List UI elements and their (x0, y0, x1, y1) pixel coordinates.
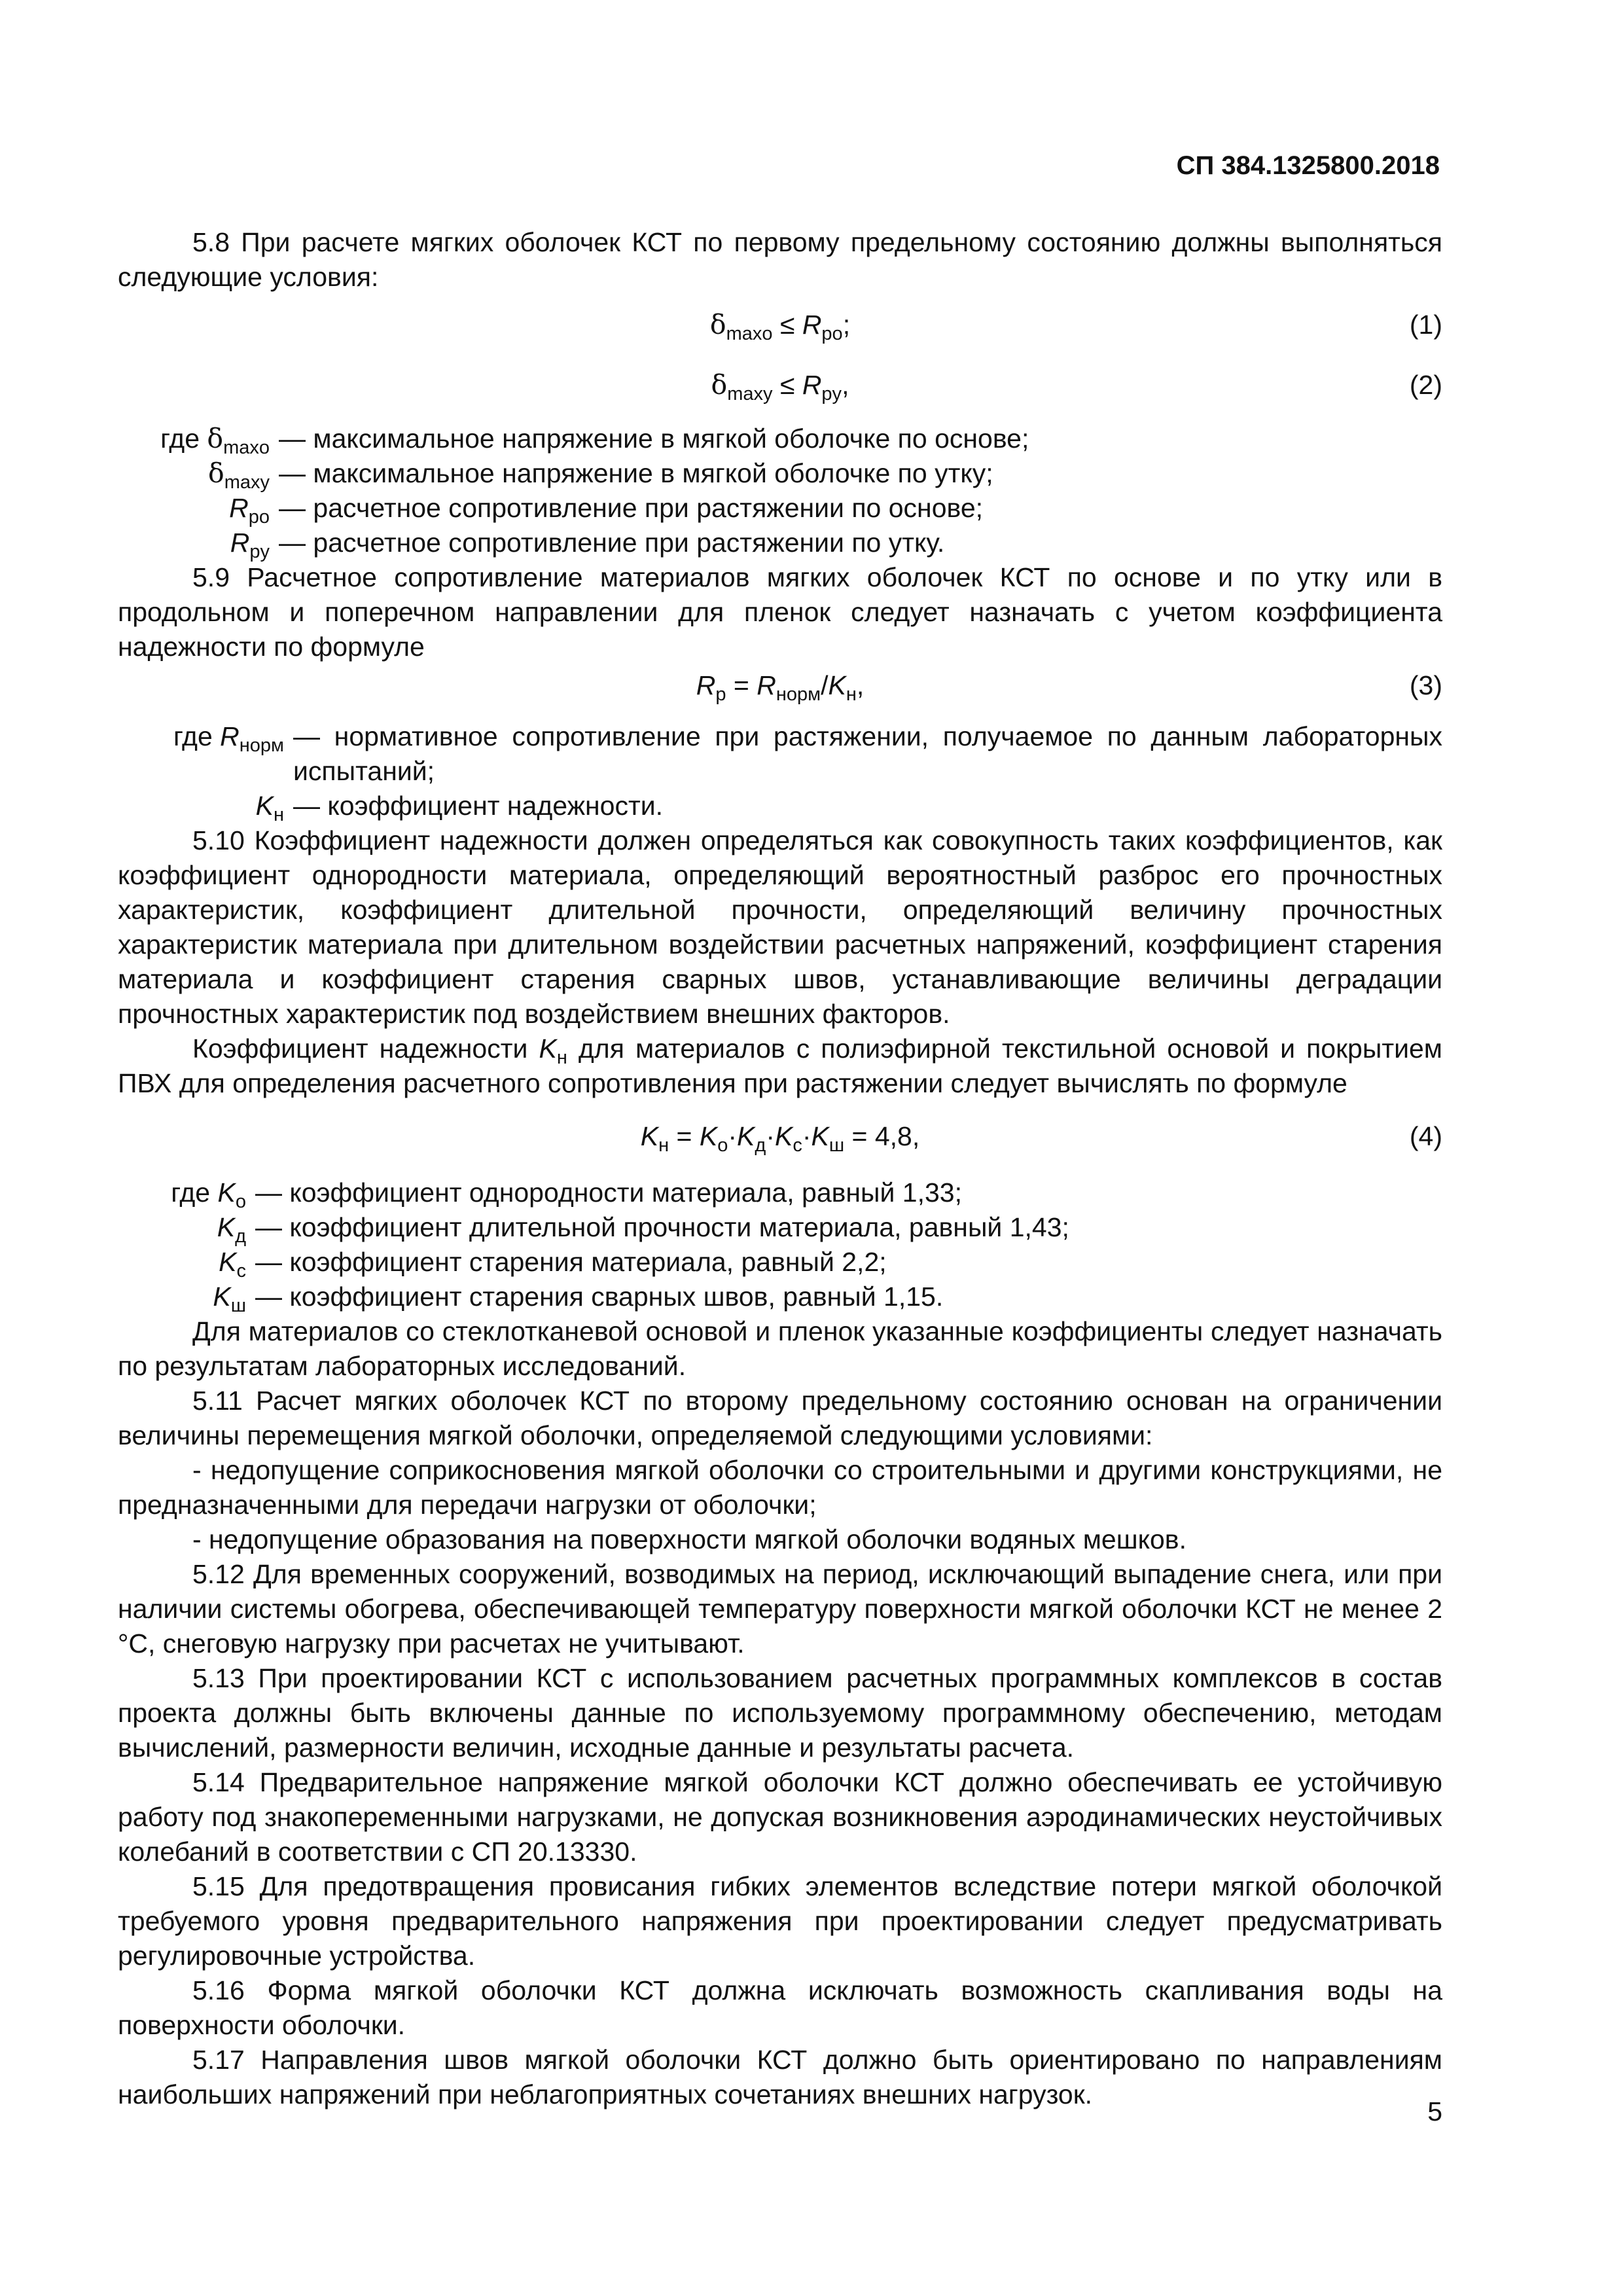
where-definition: — коэффициент старения сварных швов, равный 1,15. (255, 1282, 944, 1312)
where-term: $K_с$ (219, 1247, 246, 1282)
paragraph-5-10-coefficient: Коэффициент надежности $K_н$ для материалов с полиэфирной текстильной основой и покрытием ПВХ для определения расчетного сопротивления при растяжении следует вычислять по формуле (118, 1033, 1442, 1098)
where-term: $R_{po}$ (229, 493, 270, 528)
formula-4 (118, 1101, 1442, 1173)
paragraph-5-16: 5.16 Форма мягкой оболочки КСТ должна исключать возможность скапливания воды на поверхности оболочки. (118, 1975, 1442, 2040)
where-definition: — расчетное сопротивление при растяжении по основе; (279, 493, 984, 523)
where-term: $K_ш$ (213, 1282, 246, 1316)
document-code-header: СП 384.1325800.2018 (1176, 151, 1440, 180)
where-term: где $R_{норм}$ (173, 721, 284, 756)
formula-1-number: (1) (1409, 310, 1442, 340)
where-definition: — расчетное сопротивление при растяжении по утку. (279, 528, 945, 558)
where-term: $\delta_{maxy}$ (208, 457, 270, 493)
where-definition: — коэффициент надежности. (293, 791, 664, 821)
where-definition: — коэффициент длительной прочности материала, равный 1,43; (255, 1212, 1069, 1242)
where-definition: — коэффициент старения материала, равный 2,2; (255, 1247, 887, 1277)
paragraph-5-11: 5.11 Расчет мягких оболочек КСТ по второму предельному состоянию основан на ограничении величины перемещения мягкой оболочки, определяемой следующими условиями: (118, 1386, 1442, 1450)
where-term: где $K_о$ (171, 1177, 246, 1212)
formula-4-number: (4) (1409, 1121, 1442, 1151)
paragraph-5-17: 5.17 Направления швов мягкой оболочки КСТ должно быть ориентировано по направлениям наибольших напряжений при неблагоприятных сочетаниях внешних нагрузок. (118, 2045, 1442, 2109)
paragraph-5-9: 5.9 Расчетное сопротивление материалов мягких оболочек КСТ по основе и по утку или в продольном и поперечном направлении для пленок следует назначать с учетом коэффициента надежности по формуле (118, 562, 1442, 662)
where-list-3 (118, 1175, 1442, 1314)
where-list-2 (118, 719, 1442, 823)
where-term: $K_н$ (255, 791, 284, 825)
where-term: $K_д$ (217, 1212, 246, 1247)
where-list-1 (118, 422, 1442, 560)
where-definition: — коэффициент однородности материала, равный 1,33; (255, 1177, 962, 1208)
formula-3-expression: $R_p = R_{норм}/K_н$, (696, 670, 865, 705)
where-definition: — максимальное напряжение в мягкой оболочке по утку; (279, 458, 993, 488)
formula-2 (118, 355, 1442, 415)
formula-1 (118, 295, 1442, 355)
paragraph-5-12: 5.12 Для временных сооружений, возводимых на период, исключающий выпадение снега, или при наличии системы обогрева, обеспечивающей температуру поверхности мягкой оболочки КСТ не менее 2 °С, снеговую нагрузку при расчетах не учитывают. (118, 1559, 1442, 1659)
paragraph-5-8: 5.8 При расчете мягких оболочек КСТ по первому предельному состоянию должны выполняться следующие условия: (118, 227, 1442, 292)
formula-3-number: (3) (1409, 670, 1442, 700)
list-item: - недопущение образования на поверхности мягкой оболочки водяных мешков. (192, 1524, 1186, 1554)
paragraph-5-15: 5.15 Для предотвращения провисания гибких элементов вследствие потери мягкой оболочкой требуемого уровня предварительного напряжения при проектировании следует предусматривать регулировочные устройства. (118, 1871, 1442, 1971)
formula-3 (118, 664, 1442, 713)
formula-2-number: (2) (1409, 370, 1442, 400)
formula-2-expression: $\delta_{maxy} \le R_{py}$, (711, 369, 849, 404)
paragraph-5-14: 5.14 Предварительное напряжение мягкой оболочки КСТ должно обеспечивать ее устойчивую работу под знакопеременными нагрузками, не допуская возникновения аэродинамических неустойчивых колебаний в соответствии с СП 20.13330. (118, 1767, 1442, 1867)
formula-4-expression: $K_н = K_о\cdot K_д\cdot K_с\cdot K_ш = 4,8$, (640, 1121, 920, 1156)
paragraph-5-10-glass: Для материалов со стеклотканевой основой и пленок указанные коэффициенты следует назначать по результатам лабораторных исследований. (118, 1316, 1442, 1381)
page-number: 5 (1427, 2096, 1442, 2126)
list-item: - недопущение соприкосновения мягкой оболочки со строительными и другими конструкциями, не предназначенными для передачи нагрузки от оболочки; (118, 1455, 1442, 1520)
paragraph-5-13: 5.13 При проектировании КСТ с использованием расчетных программных комплексов в состав проекта должны быть включены данные по используемому программному обеспечению, методам вычислений, размерности величин, исходные данные и результаты расчета. (118, 1663, 1442, 1763)
formula-1-expression: $\delta_{maxo} \le R_{po}$; (709, 309, 851, 344)
where-term: $R_{py}$ (230, 528, 270, 562)
where-definition: — нормативное сопротивление при растяжении, получаемое по данным лабораторных испытаний; (293, 721, 1442, 786)
where-term: где $\delta_{maxo}$ (160, 423, 270, 458)
paragraph-5-10: 5.10 Коэффициент надежности должен определяться как совокупность таких коэффициентов, как коэффициент однородности материала, определяющий вероятностный разброс его прочностных характеристик, коэффициент длительной прочности, определяющий величину прочностных характеристик материала при длительном воздействии расчетных напряжений, коэффициент старения материала и коэффициент старения сварных швов, устанавливающие величины деградации прочностных характеристик под воздействием внешних факторов. (118, 825, 1442, 1029)
where-definition: — максимальное напряжение в мягкой оболочке по основе; (279, 423, 1029, 454)
main-content (118, 225, 1442, 2112)
